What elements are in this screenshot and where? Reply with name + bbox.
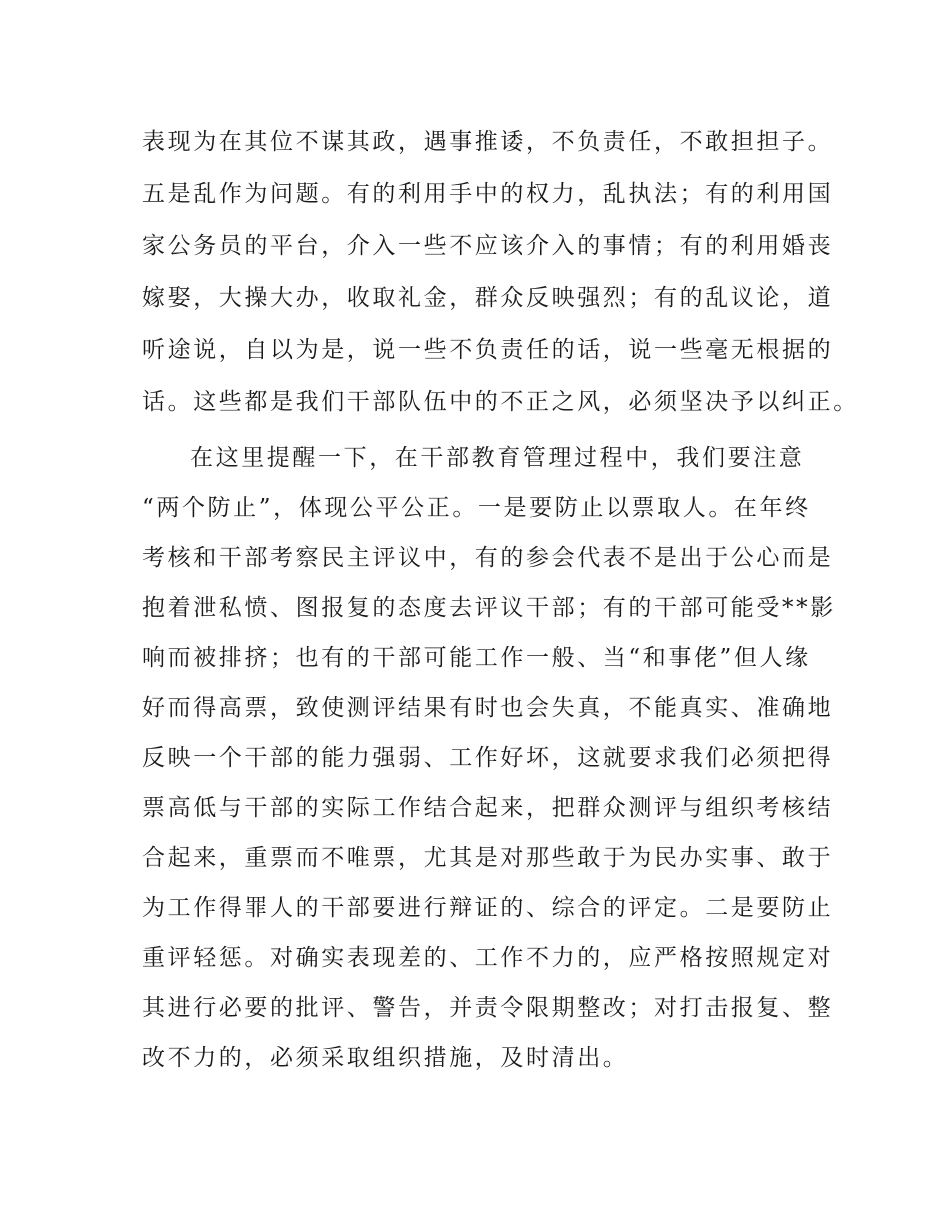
paragraph-1-line: 嫁娶，大操大办，收取礼金，群众反映强烈；有的乱议论，道 [142,285,834,311]
paragraph-2-line: 抱着泄私愤、图报复的态度去评议干部；有的干部可能受**影 [142,595,836,621]
paragraph-2-line: 重评轻惩。对确实表现差的、工作不力的，应严格按照规定对 [142,945,834,971]
paragraph-1-line: 话。这些都是我们干部队伍中的不正之风，必须坚决予以纠正。 [142,389,859,415]
paragraph-2-line: 票高低与干部的实际工作结合起来，把群众测评与组织考核结 [142,795,834,821]
paragraph-1-line: 听途说，自以为是，说一些不负责任的话，说一些毫无根据的 [142,337,834,363]
paragraph-1-line: 表现为在其位不谋其政，遇事推诿，不负责任，不敢担担子。 [142,129,834,155]
paragraph-1-line: 家公务员的平台，介入一些不应该介入的事情；有的利用婚丧 [142,233,834,259]
paragraph-2-line: 响而被排挤；也有的干部可能工作一般、当“和事佬”但人缘 [142,645,811,671]
paragraph-2-line: “两个防止”，体现公平公正。一是要防止以票取人。在年终 [142,495,811,521]
paragraph-2-line: 在这里提醒一下，在干部教育管理过程中，我们要注意 [190,445,805,471]
paragraph-2-line: 为工作得罪人的干部要进行辩证的、综合的评定。二是要防止 [142,895,834,921]
paragraph-2-line: 改不力的，必须采取组织措施，及时清出。 [142,1045,629,1071]
paragraph-2-line: 反映一个干部的能力强弱、工作好坏，这就要求我们必须把得 [142,745,834,771]
paragraph-2-line: 考核和干部考察民主评议中，有的参会代表不是出于公心而是 [142,545,834,571]
paragraph-2-line: 好而得高票，致使测评结果有时也会失真，不能真实、准确地 [142,695,834,721]
paragraph-2-line: 其进行必要的批评、警告，并责令限期整改；对打击报复、整 [142,995,834,1021]
paragraph-2-line: 合起来，重票而不唯票，尤其是对那些敢于为民办实事、敢于 [142,845,834,871]
paragraph-1-line: 五是乱作为问题。有的利用手中的权力，乱执法；有的利用国 [142,181,834,207]
